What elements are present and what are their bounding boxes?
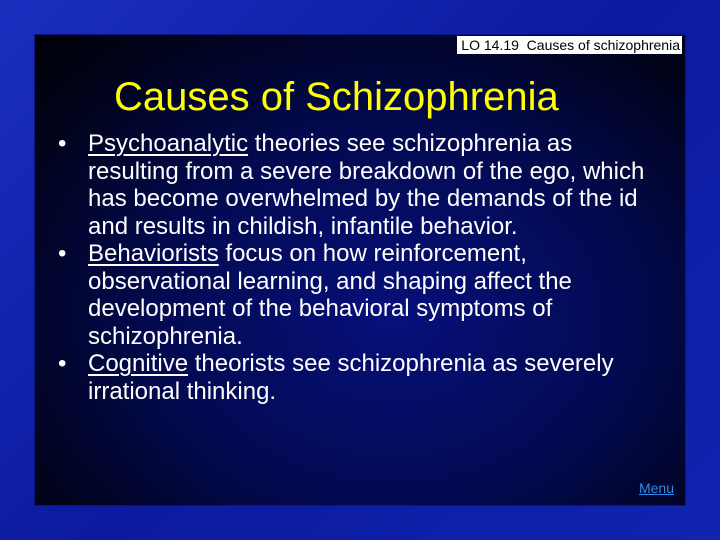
bullet-text: focus on how reinforcement, observational learning, and shaping affect the development of the behavioral symptoms of schizophrenia. bbox=[88, 240, 572, 350]
bullet-text: theories see schizophrenia as resulting from a severe breakdown of the ego, which has become overwhelmed by the demands of the id and results in childish, infantile behavior. bbox=[88, 130, 645, 240]
bullet-item-cognitive bbox=[56, 350, 666, 405]
learning-objective-label: LO 14.19 Causes of schizophrenia bbox=[457, 36, 682, 54]
bullet-term: Behaviorists bbox=[88, 240, 219, 267]
bullet-marker: • bbox=[58, 130, 67, 157]
bullet-list bbox=[56, 130, 666, 405]
slide-title: Causes of Schizophrenia bbox=[114, 75, 559, 119]
bullet-marker: • bbox=[58, 350, 67, 377]
menu-link[interactable]: Menu bbox=[638, 480, 674, 496]
bullet-marker: • bbox=[58, 240, 67, 267]
bullet-term: Psychoanalytic bbox=[88, 130, 249, 157]
bullet-item-psychoanalytic bbox=[56, 130, 666, 240]
bullet-text: theorists see schizophrenia as severely irrational thinking. bbox=[88, 350, 614, 405]
slide-panel bbox=[34, 34, 686, 506]
bullet-item-behaviorists bbox=[56, 240, 666, 350]
bullet-term: Cognitive bbox=[88, 350, 189, 377]
